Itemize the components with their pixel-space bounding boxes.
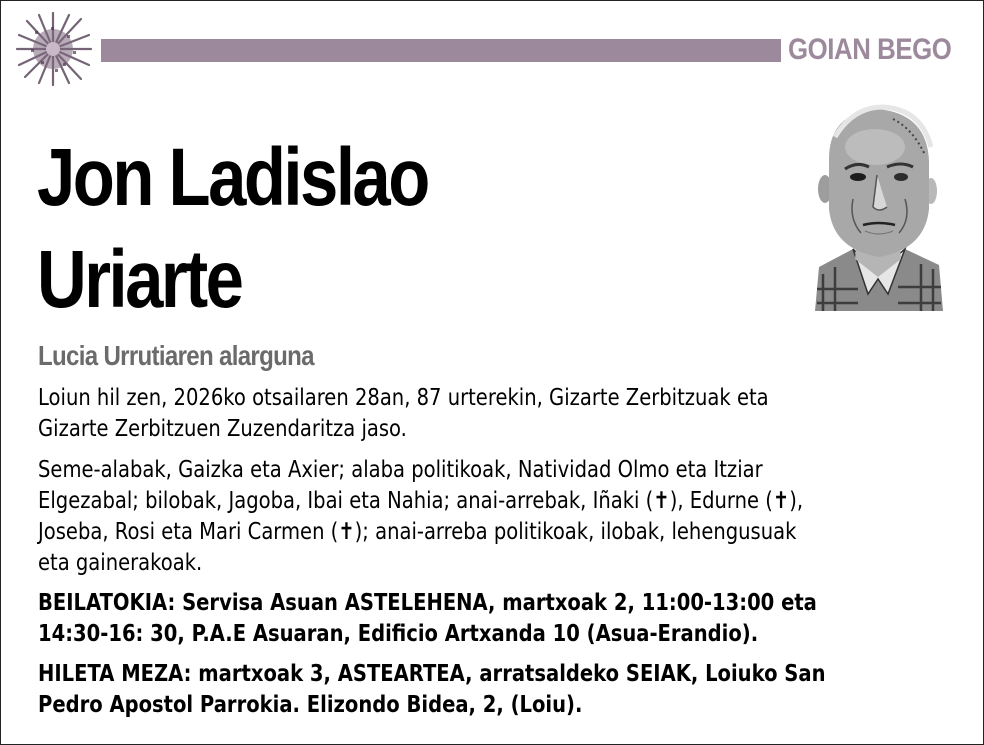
text-line: 14:30-16: 30, P.A.E Asuaran, Edificio Artxanda 10 (Asua-Erandio). xyxy=(38,621,759,647)
text-line: eta gainerakoak. xyxy=(38,550,203,576)
funeral-paragraph xyxy=(38,659,922,721)
deceased-name-line2: Uriarte xyxy=(37,234,242,325)
text-line: Loiun hil zen, 2026ko otsailaren 28an, 87 urterekin, Gizarte Zerbitzuak eta xyxy=(38,385,769,411)
widow-subtitle: Lucia Urrutiaren alarguna xyxy=(38,340,314,371)
text-line: Seme-alabak, Gaizka eta Axier; alaba politikoak, Natividad Olmo eta Itziar xyxy=(38,457,763,483)
header-bar xyxy=(101,39,781,62)
text-line: Pedro Apostol Parrokia. Elizondo Bidea, 2, (Loiu). xyxy=(38,692,583,718)
text-line: HILETA MEZA: martxoak 3, ASTEARTEA, arratsaldeko SEIAK, Loiuko San xyxy=(38,661,826,687)
deceased-name-line1: Jon Ladislao xyxy=(37,132,428,223)
header-label: GOIAN BEGO xyxy=(788,33,952,66)
text-line: Elgezabal; bilobak, Jagoba, Ibai eta Nahia; anai-arrebak, Iñaki (✝), Edurne (✝), xyxy=(38,488,804,514)
deceased-name xyxy=(37,127,428,331)
text-line: Gizarte Zerbitzuen Zuzendaritza jaso. xyxy=(38,416,407,442)
wake-paragraph xyxy=(38,588,922,650)
text-line: Joseba, Rosi eta Mari Carmen (✝); anai-arreba politikoak, ilobak, lehengusuak xyxy=(38,519,797,545)
text-line: BEILATOKIA: Servisa Asuan ASTELEHENA, martxoak 2, 11:00-13:00 eta xyxy=(38,590,817,616)
flower-emblem-icon xyxy=(11,9,95,89)
death-notice-paragraph xyxy=(38,383,922,445)
family-paragraph xyxy=(38,455,922,579)
portrait-photo xyxy=(813,99,943,311)
